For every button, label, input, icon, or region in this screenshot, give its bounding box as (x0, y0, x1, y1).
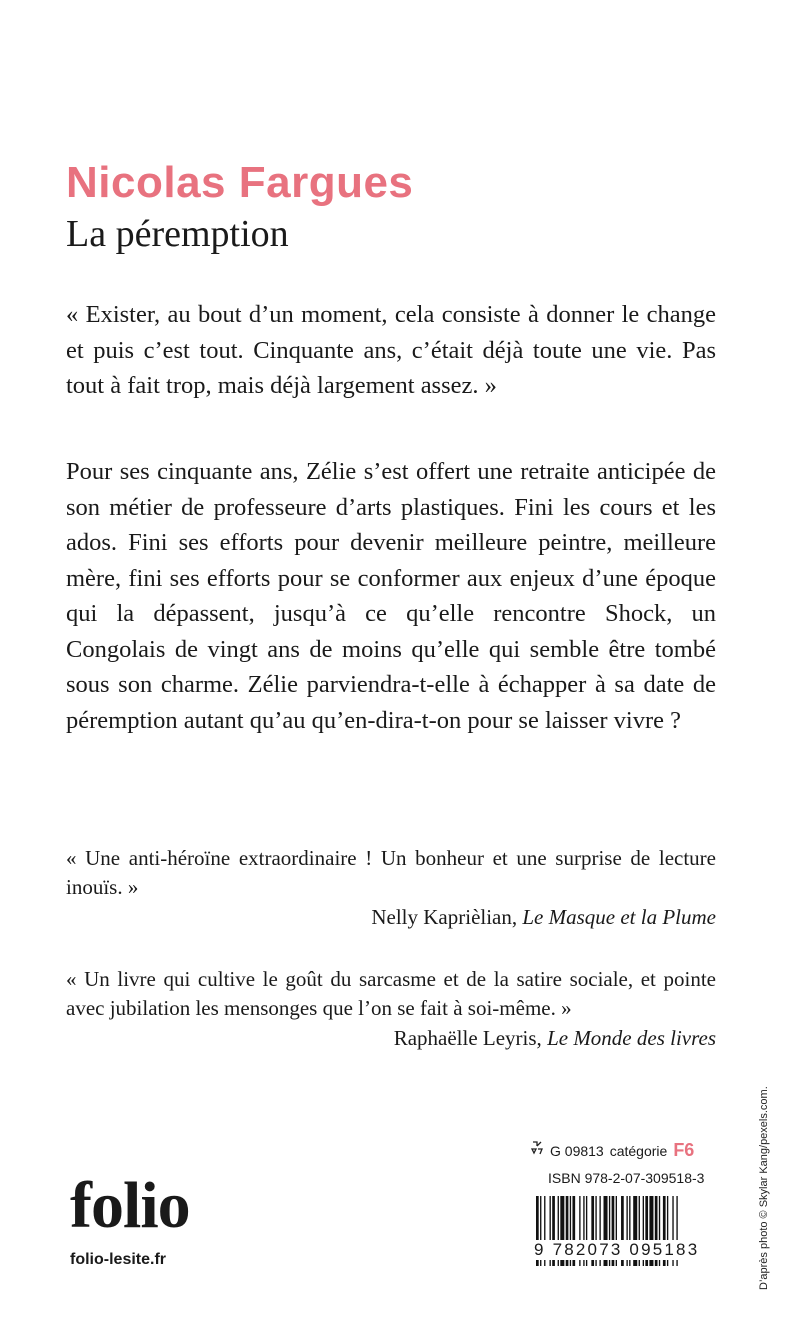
recycle-icon (530, 1140, 544, 1156)
review-quote-1: « Une anti-héroïne extraordinaire ! Un bonheur et une surprise de lecture inouïs. » (66, 846, 716, 899)
category-label: catégorie (609, 1143, 668, 1159)
folio-logo: folio (70, 1169, 190, 1242)
catalog-code-line (530, 1140, 694, 1161)
review-critic-2: Raphaëlle Leyris, (393, 1026, 542, 1050)
catalog-code: G 09813 (550, 1143, 604, 1159)
book-title: La péremption (66, 213, 289, 255)
epigraph: « Exister, au bout d’un moment, cela consiste à donner le change et puis c’est tout. Cinquante ans, c’était déjà toute une vie. Pas tout à fait trop, mais déjà largement assez. » (66, 301, 716, 399)
review-attribution-2 (394, 1026, 716, 1051)
review-quote-2: « Un livre qui cultive le goût du sarcasme et de la satire sociale, et pointe avec jubilation les mensonges que l’on se fait à soi-même. » (66, 967, 716, 1020)
photo-credit: D’après photo © Skylar Kang/pexels.com. (758, 1086, 770, 1290)
review-attribution-1 (371, 905, 716, 930)
category-badge: F6 (673, 1140, 695, 1160)
author-name: Nicolas Fargues (66, 158, 414, 207)
barcode-digits: 9 782073 095183 (534, 1240, 700, 1259)
isbn: ISBN 978-2-07-309518-3 (548, 1170, 705, 1186)
review-source-2: Le Monde des livres (547, 1026, 716, 1050)
review-source-1: Le Masque et la Plume (522, 905, 716, 929)
publisher-website: folio-lesite.fr (70, 1251, 167, 1268)
summary: Pour ses cinquante ans, Zélie s’est offert une retraite anticipée de son métier de professeure d’arts plastiques. Fini les cours et les ados. Fini ses efforts pour devenir meilleure peintre, meilleure mère, fini ses efforts pour se conformer aux enjeux d’une époque qui la dépassent, jusqu’à ce qu’elle rencontre Shock, un Congolais de vingt ans de moins qu’elle qui semble être tombé sous son charme. Zélie parviendra-t-elle à échapper à sa date de péremption autant qu’au qu’en-dira-t-on pour se laisser vivre ? (66, 458, 716, 734)
review-critic-1: Nelly Kaprièlian, (371, 905, 518, 929)
barcode (532, 1196, 722, 1278)
